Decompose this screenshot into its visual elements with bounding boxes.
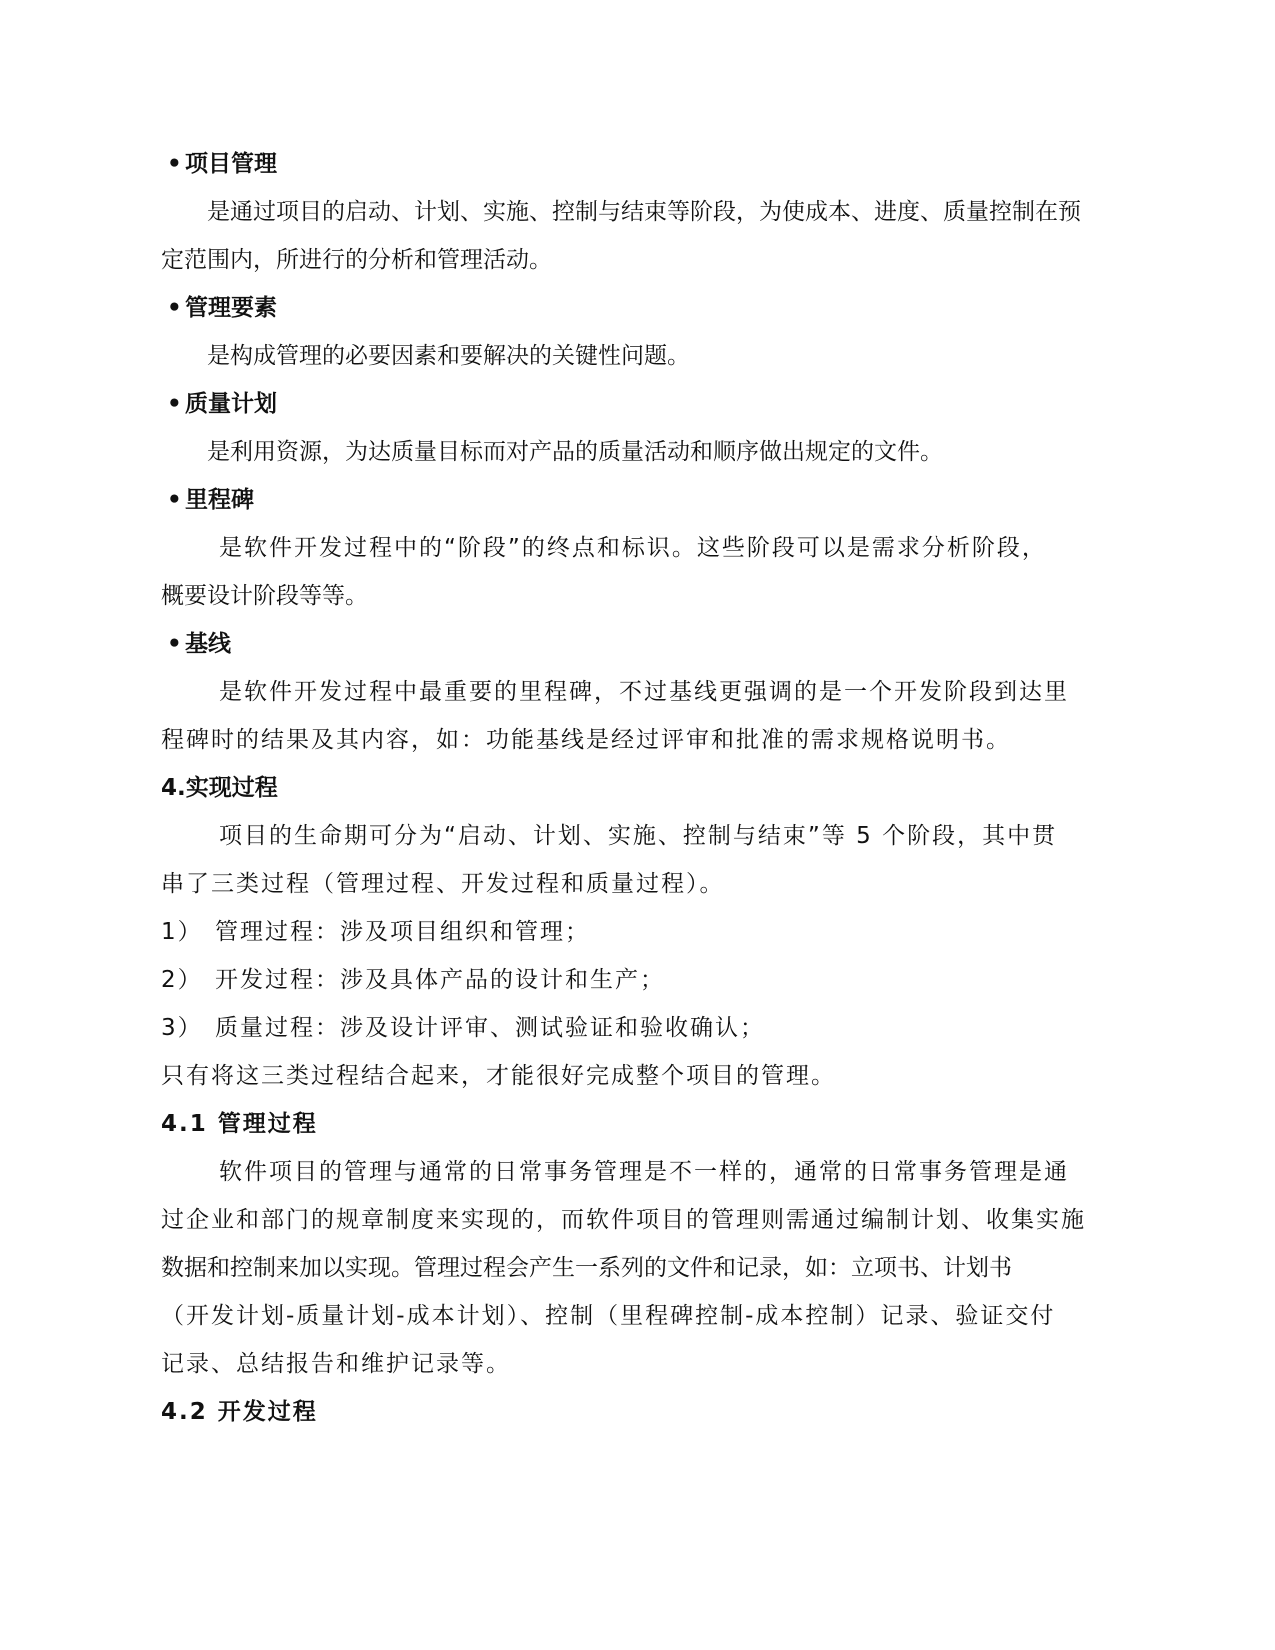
paragraph-line: 软件项目的管理与通常的日常事务管理是不一样的，通常的日常事务管理是通 <box>219 1159 1069 1185</box>
heading-baseline: • 基线 <box>161 620 1151 668</box>
heading-management-process: 4.1 管理过程 <box>161 1111 318 1137</box>
paragraph-line: 是软件开发过程中最重要的里程碑，不过基线更强调的是一个开发阶段到达里 <box>219 679 1069 705</box>
heading-quality-plan: • 质量计划 <box>161 380 1151 428</box>
paragraph-line: 是通过项目的启动、计划、实施、控制与结束等阶段，为使成本、进度、质量控制在预 <box>207 199 1081 225</box>
paragraph-line: 是利用资源，为达质量目标而对产品的质量活动和顺序做出规定的文件。 <box>207 439 943 465</box>
bullet-icon: • <box>167 487 182 513</box>
paragraph-line: 概要设计阶段等等。 <box>161 583 368 609</box>
paragraph-line: 数据和控制来加以实现。管理过程会产生一系列的文件和记录，如：立项书、计划书 <box>161 1255 1012 1281</box>
document-page <box>161 140 1151 1436</box>
bullet-icon: • <box>167 391 182 417</box>
paragraph-line: 是构成管理的必要因素和要解决的关键性问题。 <box>207 343 690 369</box>
paragraph-line: 过企业和部门的规章制度来实现的，而软件项目的管理则需通过编制计划、收集实施 <box>161 1207 1086 1233</box>
list-item: 2） 开发过程：涉及具体产品的设计和生产； <box>161 956 1151 1004</box>
paragraph-line: 程碑时的结果及其内容，如：功能基线是经过评审和批准的需求规格说明书。 <box>161 727 1011 753</box>
list-number: 1） <box>161 919 203 945</box>
list-number: 2） <box>161 967 203 993</box>
paragraph-line: 串了三类过程（管理过程、开发过程和质量过程）。 <box>161 871 725 897</box>
paragraph-line: （开发计划-质量计划-成本计划）、控制（里程碑控制-成本控制）记录、验证交付 <box>161 1303 1056 1329</box>
bullet-icon: • <box>167 295 182 321</box>
heading-implementation-process: 4.实现过程 <box>161 775 278 801</box>
paragraph-line: 是软件开发过程中的“阶段”的终点和标识。这些阶段可以是需求分析阶段， <box>219 535 1047 561</box>
paragraph-line: 只有将这三类过程结合起来，才能很好完成整个项目的管理。 <box>161 1063 836 1089</box>
list-number: 3） <box>161 1015 203 1041</box>
heading-milestone: • 里程碑 <box>161 476 1151 524</box>
heading-project-management: • 项目管理 <box>161 140 1151 188</box>
paragraph-line: 定范围内，所进行的分析和管理活动。 <box>161 247 552 273</box>
bullet-icon: • <box>167 151 182 177</box>
bullet-icon: • <box>167 631 182 657</box>
list-item: 1） 管理过程：涉及项目组织和管理； <box>161 908 1151 956</box>
paragraph-line: 项目的生命期可分为“启动、计划、实施、控制与结束”等 5 个阶段，其中贯 <box>219 823 1058 849</box>
paragraph-line: 记录、总结报告和维护记录等。 <box>161 1351 511 1377</box>
heading-management-elements: • 管理要素 <box>161 284 1151 332</box>
list-item: 3） 质量过程：涉及设计评审、测试验证和验收确认； <box>161 1004 1151 1052</box>
heading-development-process: 4.2 开发过程 <box>161 1399 318 1425</box>
